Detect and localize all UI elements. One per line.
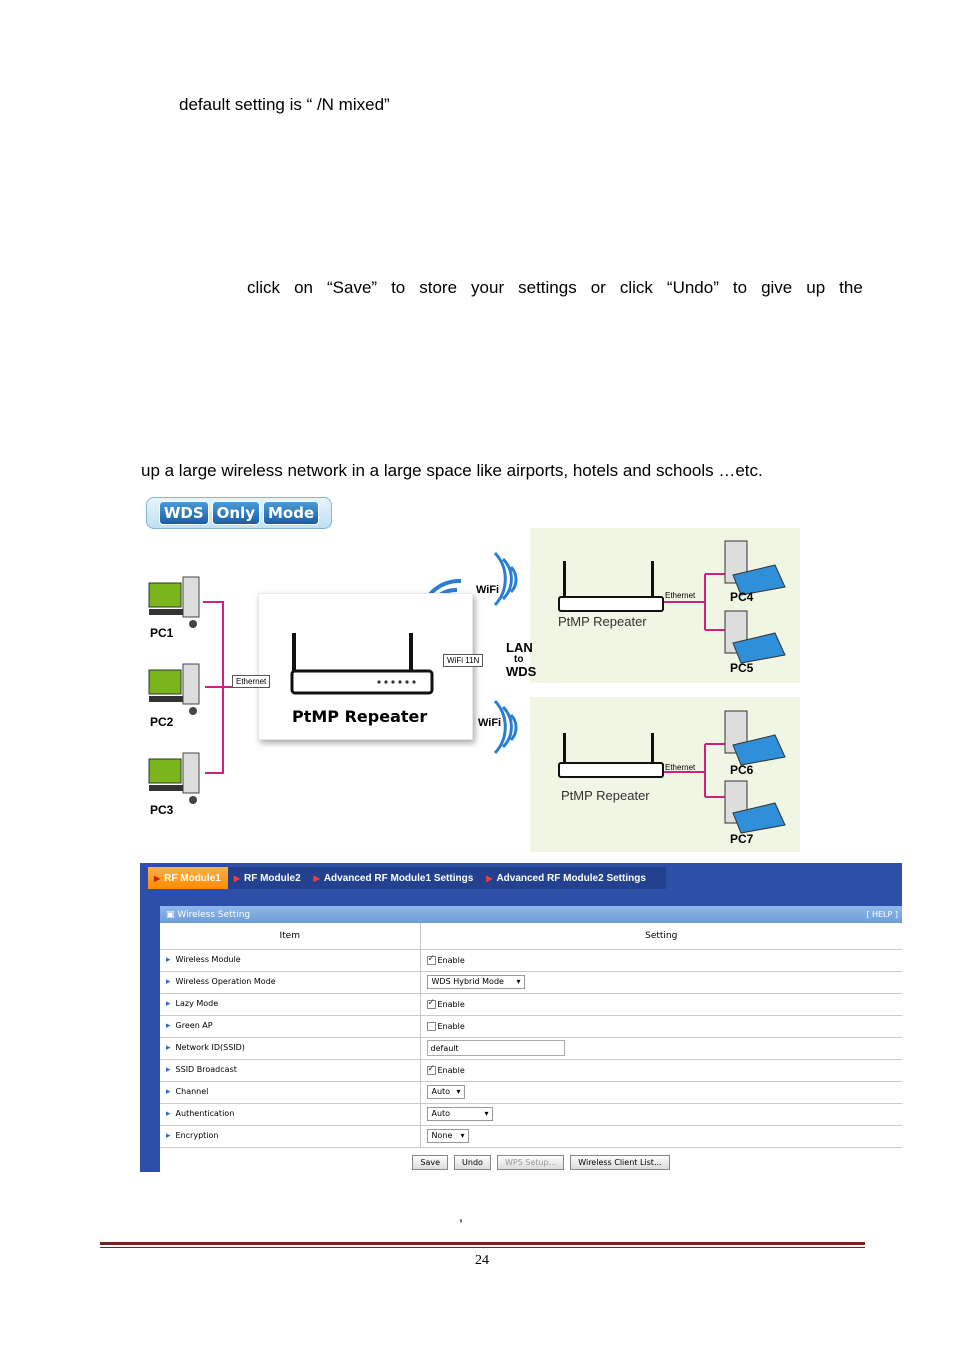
stray-comma: , bbox=[459, 1208, 463, 1224]
ssid-input[interactable]: default bbox=[427, 1040, 565, 1056]
row-label: ▸ Encryption bbox=[160, 1125, 420, 1147]
pc-icon-1 bbox=[149, 577, 199, 628]
main-repeater-label: PtMP Repeater bbox=[292, 707, 428, 726]
pc-icon-2 bbox=[149, 664, 199, 715]
row-setting bbox=[420, 1037, 902, 1059]
row-setting bbox=[420, 949, 902, 971]
remote-repeater-label-top: PtMP Repeater bbox=[558, 614, 647, 629]
text-line-large-network: up a large wireless network in a large space like airports, hotels and schools …etc. bbox=[141, 461, 763, 480]
row-label: ▸ Channel bbox=[160, 1081, 420, 1103]
help-link[interactable]: [ HELP ] bbox=[866, 910, 898, 919]
router-settings-ui bbox=[140, 863, 902, 1172]
row-label: ▸ SSID Broadcast bbox=[160, 1059, 420, 1081]
pc-icon-5 bbox=[725, 611, 785, 663]
page-number: 24 bbox=[475, 1253, 489, 1268]
wps-setup-button[interactable]: WPS Setup... bbox=[497, 1155, 564, 1170]
remote-repeater-label-bottom: PtMP Repeater bbox=[561, 788, 650, 803]
row-setting bbox=[420, 1059, 902, 1081]
wireless-setting-panel bbox=[160, 906, 902, 1172]
word: to bbox=[732, 278, 748, 297]
wifi-label-top: WiFi bbox=[476, 584, 500, 596]
word: store bbox=[419, 278, 458, 297]
footer-rule-thick bbox=[100, 1242, 865, 1245]
wds-only-mode-badge bbox=[146, 497, 332, 529]
remote-router-icon-top bbox=[553, 555, 673, 615]
panel-header bbox=[160, 906, 902, 923]
encryption-select[interactable]: None ▾ bbox=[427, 1129, 469, 1143]
tab-label: RF Module1 bbox=[164, 872, 221, 884]
footer-rule-thin bbox=[100, 1247, 865, 1248]
settings-table bbox=[160, 923, 902, 1148]
word: up bbox=[806, 278, 826, 297]
panel-title: ▣ Wireless Setting bbox=[166, 909, 251, 920]
table-row bbox=[160, 1059, 902, 1081]
tab-rf-module2[interactable] bbox=[228, 867, 308, 889]
checkbox-label: Enable bbox=[437, 1065, 465, 1075]
wireless-client-list-button[interactable]: Wireless Client List... bbox=[570, 1155, 669, 1170]
badge-word: Mode bbox=[263, 501, 319, 525]
row-setting bbox=[420, 971, 902, 993]
word: give bbox=[761, 278, 793, 297]
wireless-module-checkbox[interactable] bbox=[427, 956, 436, 965]
tab-rf-module1[interactable] bbox=[148, 867, 228, 889]
tab-advanced-rf-module2[interactable] bbox=[480, 867, 653, 889]
lazy-mode-checkbox[interactable] bbox=[427, 1000, 436, 1009]
arrow-right-icon: ▶ bbox=[313, 873, 320, 883]
table-row bbox=[160, 1103, 902, 1125]
tab-advanced-rf-module1[interactable] bbox=[308, 867, 481, 889]
pc-icon-4 bbox=[725, 541, 785, 595]
row-label: ▸ Authentication bbox=[160, 1103, 420, 1125]
remote-router-icon-bottom bbox=[553, 727, 673, 787]
row-setting bbox=[420, 1015, 902, 1037]
pc2-label: PC2 bbox=[150, 715, 174, 729]
pc7-label: PC7 bbox=[730, 832, 754, 846]
wds-label: WDS bbox=[506, 664, 537, 679]
pc-icon-3 bbox=[149, 753, 199, 804]
word: click bbox=[619, 278, 653, 297]
lan-label: LAN bbox=[506, 640, 533, 655]
table-row bbox=[160, 1037, 902, 1059]
col-header-item: Item bbox=[160, 923, 420, 949]
pc4-label: PC4 bbox=[730, 590, 754, 604]
network-diagram bbox=[135, 527, 805, 857]
authentication-select[interactable]: Auto ▾ bbox=[427, 1107, 493, 1121]
table-row bbox=[160, 1081, 902, 1103]
checkbox-label: Enable bbox=[437, 999, 465, 1009]
word: “Undo” bbox=[666, 278, 719, 297]
save-button[interactable]: Save bbox=[412, 1155, 448, 1170]
pc-icon-7 bbox=[725, 781, 785, 833]
table-row bbox=[160, 1015, 902, 1037]
wifi11n-tag: WiFi 11N bbox=[443, 654, 483, 667]
wifi-label-bottom: WiFi bbox=[478, 717, 502, 729]
pc-icon-6 bbox=[725, 711, 785, 765]
arrow-right-icon: ▶ bbox=[486, 873, 493, 883]
word: click bbox=[247, 278, 281, 297]
row-setting bbox=[420, 1081, 902, 1103]
table-row bbox=[160, 993, 902, 1015]
arrow-right-icon: ▶ bbox=[233, 873, 240, 883]
arrow-right-icon: ▶ bbox=[154, 873, 161, 883]
text-line-save-undo bbox=[247, 278, 863, 298]
pc3-label: PC3 bbox=[150, 803, 174, 817]
ethernet-tag: Ethernet bbox=[232, 675, 270, 688]
checkbox-label: Enable bbox=[437, 1021, 465, 1031]
row-label: ▸ Lazy Mode bbox=[160, 993, 420, 1015]
button-bar bbox=[160, 1155, 902, 1170]
pc6-label: PC6 bbox=[730, 763, 754, 777]
pc1-label: PC1 bbox=[150, 626, 174, 640]
word: to bbox=[391, 278, 406, 297]
word: on bbox=[294, 278, 313, 297]
word: the bbox=[839, 278, 863, 297]
word: or bbox=[590, 278, 606, 297]
badge-word: Only bbox=[212, 501, 260, 525]
ethernet-label-top: Ethernet bbox=[665, 591, 696, 600]
row-label: ▸ Green AP bbox=[160, 1015, 420, 1037]
main-repeater-box bbox=[258, 593, 473, 740]
text-line-default-setting: default setting is “ /N mixed” bbox=[179, 95, 390, 114]
checkbox-label: Enable bbox=[437, 955, 465, 965]
pc5-label: PC5 bbox=[730, 661, 754, 675]
row-label: ▸ Wireless Operation Mode bbox=[160, 971, 420, 993]
row-label: ▸ Wireless Module bbox=[160, 949, 420, 971]
row-label: ▸ Network ID(SSID) bbox=[160, 1037, 420, 1059]
green-ap-checkbox[interactable] bbox=[427, 1022, 436, 1031]
table-row bbox=[160, 1125, 902, 1147]
table-row bbox=[160, 949, 902, 971]
tab-label: RF Module2 bbox=[243, 872, 301, 884]
table-row bbox=[160, 971, 902, 993]
ethernet-label-bottom: Ethernet bbox=[665, 763, 696, 772]
word: “Save” bbox=[326, 278, 378, 297]
col-header-setting: Setting bbox=[420, 923, 902, 949]
tab-label: Advanced RF Module1 Settings bbox=[323, 872, 474, 884]
row-setting bbox=[420, 1103, 902, 1125]
channel-select[interactable]: Auto ▾ bbox=[427, 1085, 465, 1099]
undo-button[interactable]: Undo bbox=[454, 1155, 491, 1170]
row-setting bbox=[420, 993, 902, 1015]
badge-word: WDS bbox=[159, 501, 209, 525]
tab-bar bbox=[148, 867, 666, 889]
to-label: to bbox=[514, 654, 524, 665]
ssid-broadcast-checkbox[interactable] bbox=[427, 1066, 436, 1075]
row-setting bbox=[420, 1125, 902, 1147]
tab-label: Advanced RF Module2 Settings bbox=[496, 872, 646, 884]
word: your bbox=[471, 278, 505, 297]
word: settings bbox=[518, 278, 577, 297]
operation-mode-select[interactable]: WDS Hybrid Mode ▾ bbox=[427, 975, 525, 989]
